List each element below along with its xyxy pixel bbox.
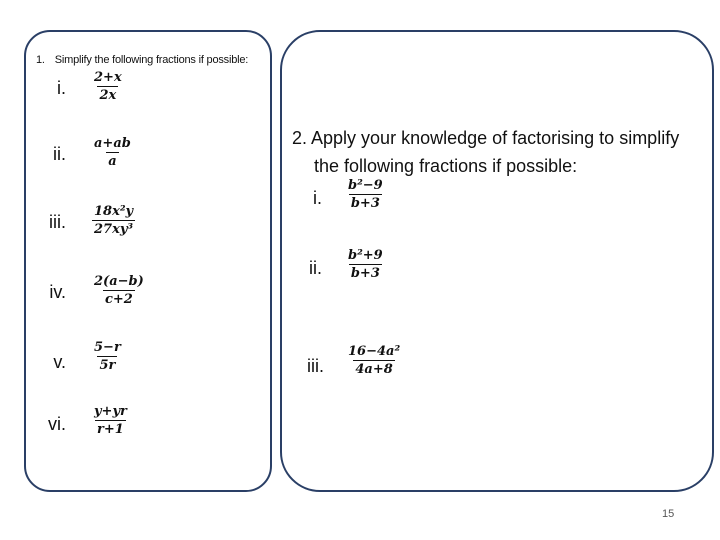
q2-item-label: ii.	[309, 258, 322, 278]
q1-item-label: i.	[57, 78, 66, 98]
q2-fraction	[346, 248, 385, 281]
page-number: 15	[662, 508, 675, 520]
question-2-heading	[292, 124, 702, 180]
denominator: b+3	[350, 196, 380, 211]
q2-fraction	[346, 344, 402, 377]
q1-fraction	[92, 136, 133, 169]
q1-fraction	[92, 274, 146, 307]
numerator: 16−4a²	[348, 344, 401, 359]
denominator: 4a+8	[355, 362, 393, 377]
numerator: b²−9	[348, 178, 383, 193]
q1-item-label: iii.	[49, 212, 66, 232]
q1-item-label: ii.	[53, 144, 66, 164]
q1-fraction	[92, 70, 124, 103]
question-2-line-1: 2. Apply your knowledge of factorising to simplify	[292, 128, 680, 148]
q2-item-label: i.	[313, 188, 322, 208]
question-1-instruction: Simplify the following fractions if possible:	[54, 54, 249, 66]
numerator: 2(a−b)	[94, 274, 144, 289]
q1-item-label: vi.	[48, 414, 66, 434]
numerator: 2+x	[94, 70, 122, 85]
q1-fraction	[92, 404, 129, 437]
question-1-number: 1.	[36, 54, 45, 66]
denominator: c+2	[104, 292, 133, 307]
q2-item-label: iii.	[307, 356, 324, 376]
q1-fraction	[92, 340, 123, 373]
numerator: 5−r	[94, 340, 121, 355]
numerator: b²+9	[348, 248, 383, 263]
denominator: 5r	[99, 358, 116, 373]
denominator: a	[108, 154, 117, 169]
numerator: a+ab	[94, 136, 131, 151]
denominator: r+1	[97, 422, 124, 437]
denominator: 2x	[99, 88, 117, 103]
denominator: 27xy³	[94, 222, 134, 237]
q1-fraction	[92, 204, 135, 237]
question-1-panel	[24, 30, 272, 492]
question-1-heading	[36, 54, 248, 66]
denominator: b+3	[350, 266, 380, 281]
numerator: 18x²y	[94, 204, 134, 219]
numerator: y+yr	[94, 404, 127, 419]
question-2-panel	[280, 30, 714, 492]
q2-fraction	[346, 178, 385, 211]
q1-item-label: v.	[53, 352, 66, 372]
question-2-line-2: the following fractions if possible:	[314, 156, 578, 176]
q1-item-label: iv.	[49, 282, 66, 302]
